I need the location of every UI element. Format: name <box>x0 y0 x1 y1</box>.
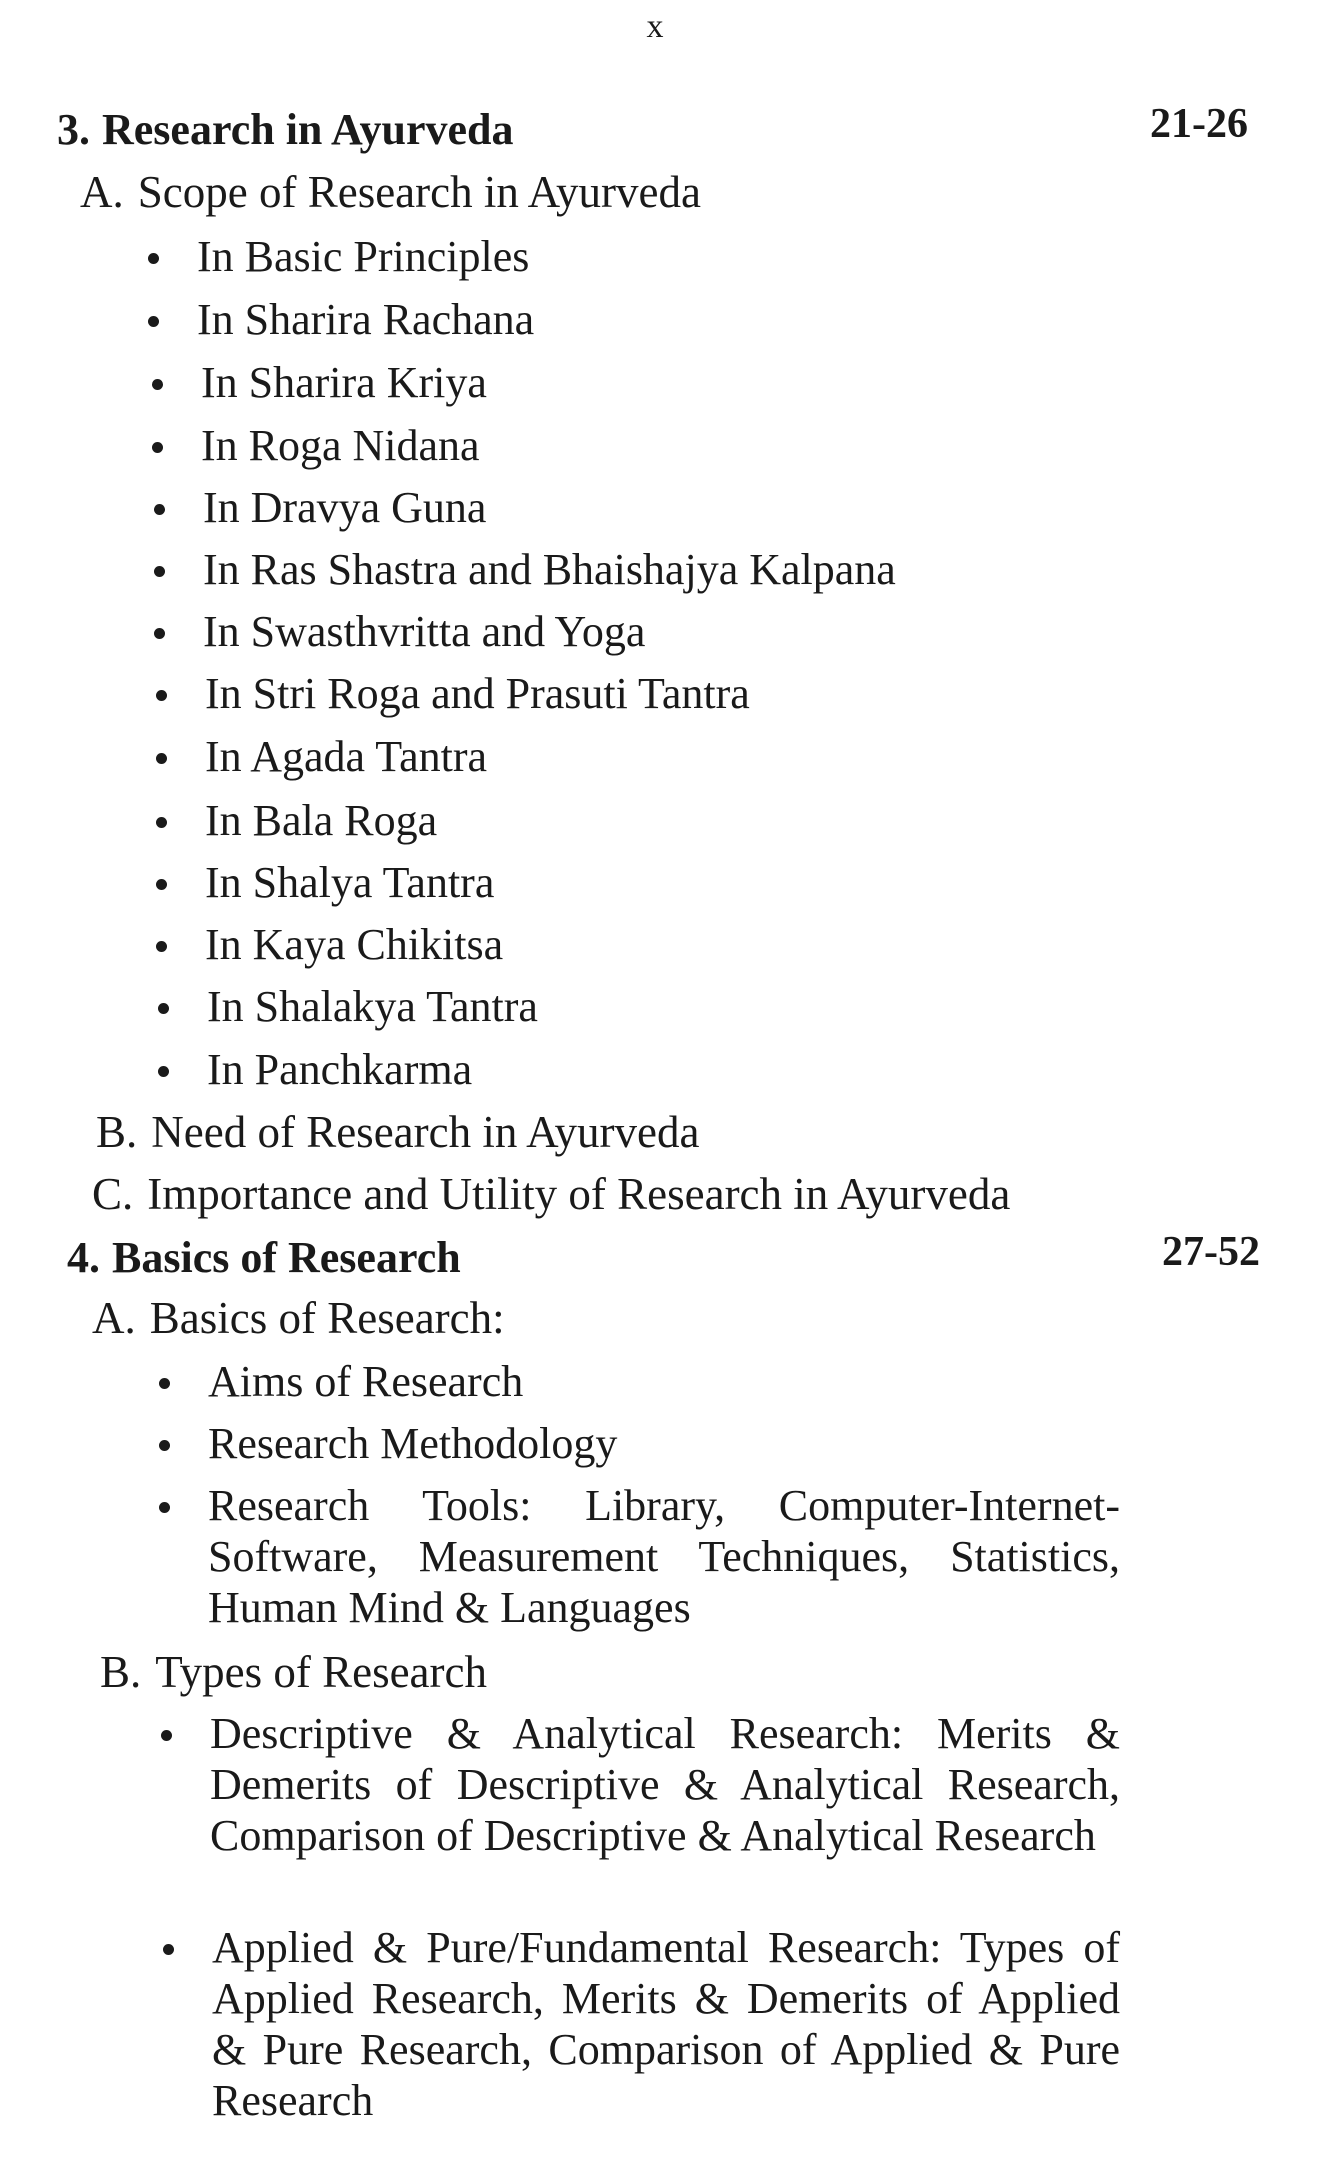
list-item <box>207 1044 472 1095</box>
section-title: Importance and Utility of Research in Ayurveda <box>147 1169 1011 1219</box>
bullet-icon <box>148 253 159 264</box>
list-item-text: In Swasthvritta and Yoga <box>203 607 646 656</box>
list-item-text: In Sharira Kriya <box>201 358 487 407</box>
section-title: Basics of Research: <box>149 1293 505 1343</box>
list-item-text: In Sharira Rachana <box>197 295 535 344</box>
list-item-text: Aims of Research <box>208 1357 524 1406</box>
bullet-icon <box>156 690 167 701</box>
list-item <box>201 420 480 471</box>
bullet-icon <box>154 628 165 639</box>
list-item <box>210 1708 1120 1861</box>
list-item <box>208 1480 1120 1633</box>
list-item-text: In Dravya Guna <box>203 483 487 532</box>
section-letter: B. <box>96 1107 138 1157</box>
list-item <box>197 294 534 345</box>
section-letter: B. <box>100 1647 142 1697</box>
list-item-text: Descriptive & Analytical Research: Merits & Demerits of Descriptive & Analytical Research, Comparison of Descriptive & Analytical Research <box>210 1709 1120 1860</box>
section-title: Types of Research <box>155 1647 487 1697</box>
bullet-icon <box>161 1730 172 1741</box>
list-item-text: In Agada Tantra <box>205 732 488 781</box>
list-item-text: Applied & Pure/Fundamental Research: Types of Applied Research, Merits & Demerits of Applied & Pure Research, Comparison of Applied & Pure Research <box>212 1923 1120 2125</box>
bullet-icon <box>156 941 167 952</box>
list-item <box>203 606 645 657</box>
chapter-title: Research in Ayurveda <box>102 105 514 154</box>
section-letter: A. <box>92 1293 136 1343</box>
chapter-4-pages: 27-52 <box>1162 1229 1260 1275</box>
bullet-icon <box>156 879 167 890</box>
list-item <box>197 231 529 282</box>
list-item-text: In Panchkarma <box>207 1045 473 1094</box>
bullet-icon <box>152 379 163 390</box>
bullet-icon <box>159 1440 170 1451</box>
section-title: Scope of Research in Ayurveda <box>137 167 701 217</box>
chapter-number: 3. <box>57 105 90 154</box>
list-item-text: In Shalya Tantra <box>205 858 495 907</box>
list-item <box>212 1922 1120 2126</box>
bullet-icon <box>158 1066 169 1077</box>
bullet-icon <box>163 1944 174 1955</box>
list-item <box>205 731 487 782</box>
bullet-icon <box>156 753 167 764</box>
bullet-icon <box>152 442 163 453</box>
bullet-icon <box>158 1003 169 1014</box>
list-item-text: In Kaya Chikitsa <box>205 920 504 969</box>
list-item <box>205 668 750 719</box>
bullet-icon <box>148 316 159 327</box>
list-item <box>201 357 487 408</box>
list-item-text: In Bala Roga <box>205 796 438 845</box>
chapter-title: Basics of Research <box>112 1233 461 1282</box>
list-item <box>205 919 503 970</box>
section-3c-heading <box>92 1168 1010 1220</box>
section-4a-heading <box>92 1292 505 1344</box>
section-letter: C. <box>92 1169 134 1219</box>
bullet-icon <box>154 566 165 577</box>
list-item-text: In Ras Shastra and Bhaishajya Kalpana <box>203 545 896 594</box>
list-item <box>205 857 494 908</box>
bullet-icon <box>156 817 167 828</box>
list-item-text: In Roga Nidana <box>201 421 480 470</box>
page-number: x <box>646 8 664 45</box>
list-item-text: In Shalakya Tantra <box>207 982 538 1031</box>
list-item <box>203 482 486 533</box>
list-item <box>207 981 538 1032</box>
chapter-3-pages: 21-26 <box>1150 101 1248 147</box>
chapter-number: 4. <box>67 1233 100 1282</box>
bullet-icon <box>159 1502 170 1513</box>
list-item <box>208 1418 617 1469</box>
bullet-icon <box>159 1378 170 1389</box>
list-item-text: In Stri Roga and Prasuti Tantra <box>205 669 750 718</box>
chapter-4-heading <box>67 1232 461 1283</box>
bullet-icon <box>154 504 165 515</box>
section-3a-heading <box>80 166 701 218</box>
list-item-text: In Basic Principles <box>197 232 530 281</box>
section-title: Need of Research in Ayurveda <box>151 1107 700 1157</box>
list-item <box>203 544 896 595</box>
section-4b-heading <box>100 1646 487 1698</box>
list-item <box>208 1356 523 1407</box>
list-item-text: Research Methodology <box>208 1419 618 1468</box>
section-3b-heading <box>96 1106 699 1158</box>
chapter-3-heading <box>57 104 513 155</box>
list-item-text: Research Tools: Library, Computer-Internet-Software, Measurement Techniques, Statistics, Human Mind & Languages <box>208 1481 1120 1632</box>
section-letter: A. <box>80 167 124 217</box>
list-item <box>205 795 437 846</box>
